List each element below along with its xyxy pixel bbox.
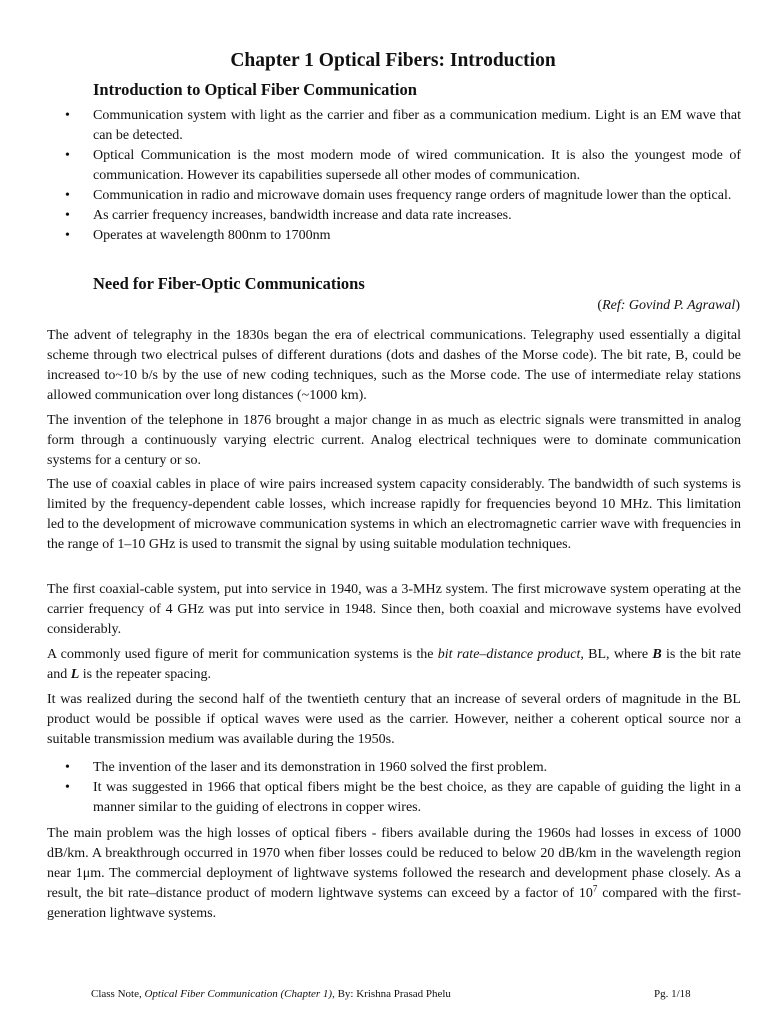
section-heading-need: Need for Fiber-Optic Communications bbox=[93, 274, 365, 293]
paragraph-telegraphy: The advent of telegraphy in the 1830s began the era of electrical communications. Telegraphy used essentially a digital scheme through two electrical pulses of different durations (dots and dashes of the Morse code). The bit rate, B, could be increased to~10 b/s by the use of new coding techniques, such as the Morse code. The use of intermediate relay stations allowed communication over long distances (~1000 km). bbox=[47, 328, 741, 403]
reference-author: Ref: Govind P. Agrawal bbox=[602, 298, 736, 313]
paragraph-bl-product: It was realized during the second half of the twentieth century that an increase of several orders of magnitude in the BL product would be possible if optical waves were used as the carrier. However, neither a coherent optical source nor a suitable transmission medium was available during the 1950s. bbox=[47, 692, 741, 747]
list-item: • As carrier frequency increases, bandwidth increase and data rate increases. bbox=[47, 206, 741, 226]
reference-note: (Ref: Govind P. Agrawal) bbox=[597, 298, 740, 313]
footer-note: Class Note, Optical Fiber Communication (Chapter 1), By: Krishna Prasad Phelu bbox=[91, 988, 451, 1000]
intro-bullet-list bbox=[47, 106, 741, 246]
list-item: • Communication in radio and microwave domain uses frequency range orders of magnitude lower than the optical. bbox=[47, 186, 741, 206]
list-item: • Communication system with light as the carrier and fiber as a communication medium. Light is an EM wave that can be detected. bbox=[47, 106, 741, 146]
list-item: • Optical Communication is the most modern mode of wired communication. It is also the youngest mode of communication. However its capabilities supersede all other modes of communication. bbox=[47, 146, 741, 186]
paragraph-fiber-losses: The main problem was the high losses of optical fibers - fibers available during the 1960s had losses in excess of 1000 dB/km. A breakthrough occurred in 1970 when fiber losses could be reduced to below 20 dB/km in the wavelength region near 1μm. The commercial deployment of lightwave systems followed the research and development phase closely. As a result, the bit rate–distance product of modern lightwave systems can exceed by a factor of $10^7$ compared with the first-generation lightwave systems. bbox=[47, 826, 741, 921]
paragraph-coaxial: The use of coaxial cables in place of wire pairs increased system capacity considerably. The bandwidth of such systems is limited by the frequency-dependent cable losses, which increase rapidly for frequencies beyond 10 MHz. This limitation led to the development of microwave communication systems in which an electromagnetic carrier wave with frequencies in the range of 1–10 GHz is used to transmit the signal by using suitable modulation techniques. bbox=[47, 477, 741, 552]
list-item: • It was suggested in 1966 that optical fibers might be the best choice, as they are capable of guiding the light in a manner similar to the guiding of electrons in copper wires. bbox=[47, 778, 741, 818]
section-heading-intro: Introduction to Optical Fiber Communication bbox=[93, 80, 417, 99]
list-item: • The invention of the laser and its demonstration in 1960 solved the first problem. bbox=[47, 758, 741, 778]
paragraph-first-systems: The first coaxial-cable system, put into service in 1940, was a 3-MHz system. The first microwave system operating at the carrier frequency of 4 GHz was put into service in 1948. Since then, both coaxial and microwave systems have evolved considerably. bbox=[47, 582, 741, 637]
paragraph-telephone: The invention of the telephone in 1876 brought a major change in as much as electric signals were transmitted in analog form through a continuously varying electric current. Analog electrical techniques were to dominate communication systems for a century or so. bbox=[47, 413, 741, 468]
page-number: Pg. 1/18 bbox=[654, 988, 691, 1000]
paragraph-figure-of-merit: A commonly used figure of merit for communication systems is the bit rate–distance product, BL, where B is the bit rate and L is the repeater spacing. bbox=[47, 647, 741, 682]
page-title: Chapter 1 Optical Fibers: Introduction bbox=[230, 50, 556, 71]
history-bullet-list bbox=[47, 758, 741, 818]
list-item: • Operates at wavelength 800nm to 1700nm bbox=[47, 226, 741, 246]
